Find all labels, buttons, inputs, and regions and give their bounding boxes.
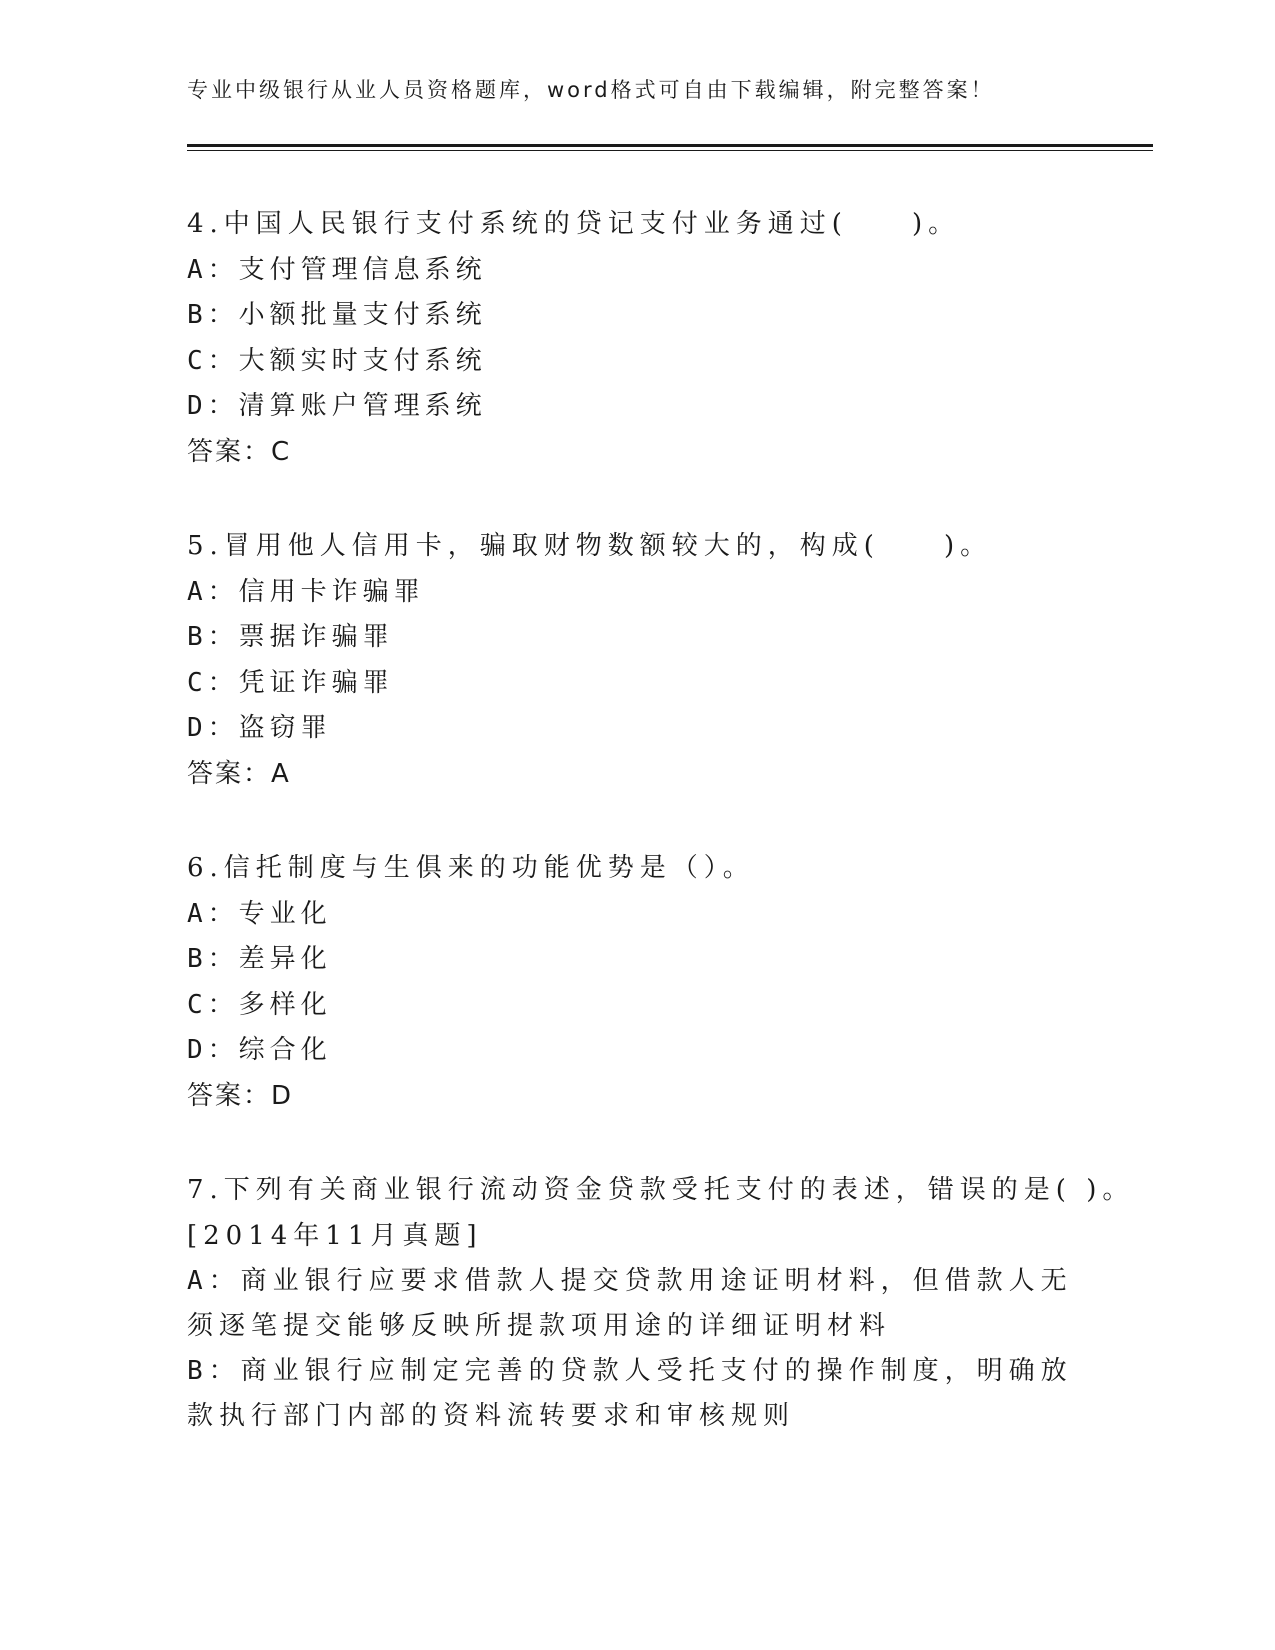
question-option: B：差异化 [187, 944, 332, 974]
question-option: B：票据诈骗罪 [187, 622, 394, 652]
question-item [187, 524, 1087, 797]
question-stem: 4.中国人民银行支付系统的贷记支付业务通过( )。 [187, 209, 961, 239]
question-item [187, 202, 1087, 475]
question-option: A：信用卡诈骗罪 [187, 576, 425, 607]
question-item [187, 846, 1087, 1119]
question-list [187, 202, 1135, 1488]
question-answer: 答案：C [187, 436, 292, 467]
question-stem: 6.信托制度与生俱来的功能优势是（）。 [187, 853, 755, 883]
question-option: C：凭证诈骗罪 [187, 667, 394, 698]
header-rule-thick [187, 144, 1153, 147]
question-option: D：盗窃罪 [187, 713, 332, 743]
question-option: B：小额批量支付系统 [187, 300, 487, 330]
question-stem: 7.下列有关商业银行流动资金贷款受托支付的表述，错误的是( )。 [187, 1175, 1135, 1205]
question-stem: 5.冒用他人信用卡，骗取财物数额较大的，构成( )。 [187, 531, 993, 561]
question-answer: 答案：A [187, 758, 291, 789]
question-option: B：商业银行应制定完善的贷款人受托支付的操作制度，明确放款执行部门内部的资料流转要求和审核规则 [187, 1356, 1073, 1431]
question-option: A：支付管理信息系统 [187, 254, 487, 285]
question-option: C：大额实时支付系统 [187, 345, 487, 376]
question-option: A：专业化 [187, 898, 332, 929]
question-answer: 答案：D [187, 1080, 294, 1111]
question-option: C：多样化 [187, 989, 332, 1020]
question-option: D：综合化 [187, 1035, 332, 1065]
question-option: A：商业银行应要求借款人提交贷款用途证明材料，但借款人无须逐笔提交能够反映所提款项用途的详细证明材料 [187, 1266, 1073, 1341]
header-rule-thin [187, 150, 1153, 151]
document-header: 专业中级银行从业人员资格题库，word格式可自由下载编辑，附完整答案！ [187, 78, 995, 102]
question-item [187, 1168, 1135, 1439]
question-stem-note: [2014年11月真题] [187, 1220, 483, 1251]
question-option: D：清算账户管理系统 [187, 391, 487, 421]
